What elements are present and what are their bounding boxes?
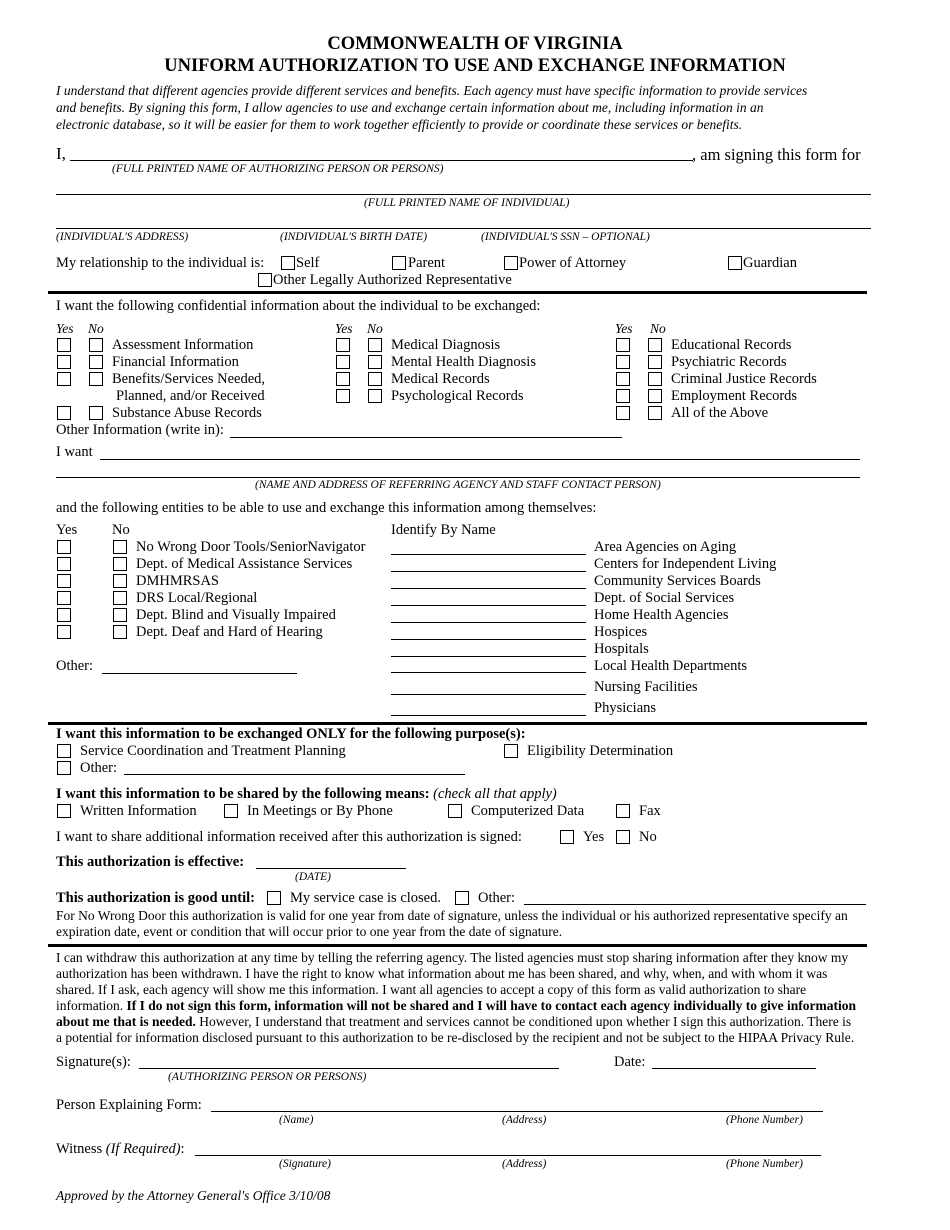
- col1-no-checkbox[interactable]: [89, 338, 103, 352]
- explaining-line[interactable]: [211, 1111, 823, 1112]
- withdraw-line-4: [56, 997, 856, 1014]
- witness-label: Witness: [56, 1141, 103, 1157]
- signature-line[interactable]: [139, 1068, 559, 1069]
- col3-yes-checkbox[interactable]: [616, 338, 630, 352]
- withdraw-line-1: I can withdraw this authorization at any time by telling the referring agency. The listed agencies must stop sharing information after they know my: [56, 950, 849, 965]
- section-divider: [48, 291, 867, 294]
- entity-item: No Wrong Door Tools/SeniorNavigator: [136, 539, 366, 555]
- col1-yes-checkbox[interactable]: [57, 338, 71, 352]
- means-computerized-label: Computerized Data: [471, 803, 585, 819]
- good-until-label: This authorization is good until:: [56, 890, 256, 906]
- individual-name-caption: (FULL PRINTED NAME OF INDIVIDUAL): [364, 197, 570, 209]
- means-heading: I want this information to be shared by the following means:: [56, 786, 430, 802]
- form-title: COMMONWEALTH OF VIRGINIA: [327, 34, 623, 54]
- entity-right-item: Hospitals: [594, 641, 649, 657]
- purpose-other-line[interactable]: [124, 774, 465, 775]
- witness-address-caption: (Address): [502, 1158, 547, 1170]
- entity-item: DMHMRSAS: [136, 573, 219, 589]
- withdraw-line-2: authorization has been withdrawn. I have the right to know what information about me has been shared, and why, when, and with whom it was: [56, 966, 828, 981]
- identify-line[interactable]: [391, 588, 586, 589]
- col3-yes-checkbox[interactable]: [616, 372, 630, 386]
- entity-right-item: Physicians: [594, 700, 657, 716]
- entity-item: DRS Local/Regional: [136, 590, 258, 606]
- withdraw-l5b: However, I understand that treatment and services cannot be conditioned upon whether I sign this authorization. There is: [195, 1014, 852, 1029]
- rel-self-checkbox[interactable]: [281, 256, 295, 270]
- entity-item: Dept. Blind and Visually Impaired: [136, 607, 336, 623]
- entity-right-item: Centers for Independent Living: [594, 556, 777, 572]
- entity-item: Dept. of Medical Assistance Services: [136, 556, 353, 572]
- identify-line[interactable]: [391, 622, 586, 623]
- info-item: Medical Diagnosis: [391, 337, 501, 353]
- means-written-label: Written Information: [80, 803, 197, 819]
- means-meetings-label: In Meetings or By Phone: [247, 803, 393, 819]
- col3-yes-header: Yes: [615, 321, 633, 336]
- rel-poa-label: Power of Attorney: [519, 255, 627, 271]
- col3-no-checkbox[interactable]: [648, 372, 662, 386]
- col3-yes-checkbox[interactable]: [616, 355, 630, 369]
- identify-line[interactable]: [391, 605, 586, 606]
- entity-item: Dept. Deaf and Hard of Hearing: [136, 624, 323, 640]
- referring-agency-line[interactable]: [56, 477, 860, 478]
- identify-line[interactable]: [391, 715, 586, 716]
- entity-right-item: Local Health Departments: [594, 658, 747, 674]
- info-item: Criminal Justice Records: [671, 371, 817, 387]
- i-want-label: I want: [56, 444, 93, 460]
- entity-right-item: Area Agencies on Aging: [594, 539, 737, 555]
- relationship-label: My relationship to the individual is:: [56, 255, 265, 271]
- means-fax-label: Fax: [639, 803, 661, 819]
- info-item: Assessment Information: [112, 337, 254, 353]
- footer-approval: Approved by the Attorney General's Office 3/10/08: [56, 1188, 331, 1203]
- rel-guardian-checkbox[interactable]: [728, 256, 742, 270]
- withdraw-line-3: shared. If I ask, each agency will show me this information. I want all agencies to accept a copy of this form as valid authorization to share: [56, 982, 807, 997]
- entity-no-checkbox[interactable]: [113, 625, 127, 639]
- info-item: Mental Health Diagnosis: [391, 354, 536, 370]
- info-item: Psychiatric Records: [671, 354, 787, 370]
- signature-caption: (AUTHORIZING PERSON OR PERSONS): [168, 1071, 367, 1083]
- effective-label: This authorization is effective:: [56, 854, 245, 870]
- identify-line[interactable]: [391, 656, 586, 657]
- additional-info-label: I want to share additional information received after this authorization is signed:: [56, 829, 522, 845]
- nwd-note-line-2: expiration date, event or condition that will occur prior to one year from the date of signature.: [56, 924, 563, 939]
- entity-no-checkbox[interactable]: [113, 557, 127, 571]
- explaining-label: Person Explaining Form:: [56, 1097, 202, 1113]
- info-item: Psychological Records: [391, 388, 524, 404]
- entity-right-item: Nursing Facilities: [594, 679, 698, 695]
- date-label: Date:: [614, 1054, 646, 1070]
- rel-other-checkbox[interactable]: [258, 273, 272, 287]
- entity-no-checkbox[interactable]: [113, 608, 127, 622]
- entity-right-item: Community Services Boards: [594, 573, 761, 589]
- info-item-cont: Planned, and/or Received: [116, 388, 265, 404]
- entity-right-item: Dept. of Social Services: [594, 590, 735, 606]
- case-closed-label: My service case is closed.: [290, 890, 441, 906]
- entities-other-line[interactable]: [102, 673, 297, 674]
- col1-yes-checkbox[interactable]: [57, 355, 71, 369]
- identify-line[interactable]: [391, 694, 586, 695]
- means-fax-checkbox[interactable]: [616, 804, 630, 818]
- good-until-other-checkbox[interactable]: [455, 891, 469, 905]
- purpose-other-checkbox[interactable]: [57, 761, 71, 775]
- purpose-eligibility-label: Eligibility Determination: [527, 743, 674, 759]
- identify-line[interactable]: [391, 672, 586, 673]
- info-item: Medical Records: [391, 371, 490, 387]
- other-info-line[interactable]: [230, 437, 622, 438]
- authorizing-name-line[interactable]: [70, 160, 693, 161]
- col2-yes-checkbox[interactable]: [336, 389, 350, 403]
- witness-phone-caption: (Phone Number): [726, 1158, 803, 1170]
- i-want-line[interactable]: [100, 459, 860, 460]
- signature-label: Signature(s):: [56, 1054, 131, 1070]
- col2-yes-header: Yes: [335, 321, 353, 336]
- additional-no-label: No: [639, 829, 657, 845]
- witness-if-required: (If Required): [105, 1141, 181, 1157]
- good-until-other-label: Other:: [478, 890, 516, 906]
- identify-header: Identify By Name: [391, 522, 496, 538]
- intro-line-2: and benefits. By signing this form, I allow agencies to use and exchange certain information about me, including information in an: [56, 100, 764, 115]
- means-check-all: (check all that apply): [433, 786, 557, 802]
- entity-no-checkbox[interactable]: [113, 574, 127, 588]
- birth-date-caption: (INDIVIDUAL'S BIRTH DATE): [280, 231, 428, 243]
- col3-no-header: No: [650, 321, 666, 336]
- col2-no-checkbox[interactable]: [368, 355, 382, 369]
- witness-signature-caption: (Signature): [279, 1158, 331, 1170]
- date-line[interactable]: [652, 1068, 816, 1069]
- section-divider: [48, 944, 867, 947]
- additional-no-checkbox[interactable]: [616, 830, 630, 844]
- col3-yes-checkbox[interactable]: [616, 406, 630, 420]
- witness-colon: :: [180, 1141, 185, 1157]
- entity-right-item: Hospices: [594, 624, 648, 640]
- col3-no-checkbox[interactable]: [648, 355, 662, 369]
- intro-line-3: electronic database, so it will be easier for them to work together efficiently to provide or coordinate these services or benefits.: [56, 117, 743, 132]
- col2-no-checkbox[interactable]: [368, 389, 382, 403]
- col2-no-header: No: [367, 321, 383, 336]
- additional-yes-label: Yes: [583, 829, 605, 845]
- purpose-other-label: Other:: [80, 760, 118, 776]
- withdraw-l5a: about me that is needed.: [56, 1014, 196, 1029]
- purpose-service-label: Service Coordination and Treatment Planning: [80, 743, 346, 759]
- entity-yes-checkbox[interactable]: [57, 625, 71, 639]
- ssn-caption: (INDIVIDUAL'S SSN – OPTIONAL): [481, 231, 650, 243]
- info-item: Substance Abuse Records: [112, 405, 262, 421]
- col1-no-checkbox[interactable]: [89, 355, 103, 369]
- means-computerized-checkbox[interactable]: [448, 804, 462, 818]
- individual-name-line[interactable]: [56, 194, 871, 195]
- address-caption: (INDIVIDUAL'S ADDRESS): [56, 231, 189, 243]
- means-heading-row: [56, 786, 557, 803]
- i-prefix: I,: [56, 144, 66, 163]
- witness-label-row: [56, 1141, 185, 1158]
- good-until-other-line[interactable]: [524, 904, 866, 905]
- identify-line[interactable]: [391, 639, 586, 640]
- individual-info-line[interactable]: [56, 228, 871, 229]
- identify-line[interactable]: [391, 554, 586, 555]
- section-divider: [48, 722, 867, 725]
- col1-no-header: No: [88, 321, 104, 336]
- rel-parent-label: Parent: [408, 255, 446, 271]
- withdraw-line-5: [56, 1013, 851, 1030]
- purpose-heading: I want this information to be exchanged ONLY for the following purpose(s):: [56, 726, 526, 742]
- additional-yes-checkbox[interactable]: [560, 830, 574, 844]
- referring-agency-caption: (NAME AND ADDRESS OF REFERRING AGENCY AND STAFF CONTACT PERSON): [255, 479, 661, 491]
- entity-right-item: Home Health Agencies: [594, 607, 729, 623]
- entity-no-checkbox[interactable]: [113, 540, 127, 554]
- authorizing-name-caption: (FULL PRINTED NAME OF AUTHORIZING PERSON OR PERSONS): [112, 163, 444, 175]
- rel-parent-checkbox[interactable]: [392, 256, 406, 270]
- purpose-service-checkbox[interactable]: [57, 744, 71, 758]
- other-info-label: Other Information (write in):: [56, 422, 224, 438]
- col2-no-checkbox[interactable]: [368, 372, 382, 386]
- entities-other-label: Other:: [56, 658, 94, 674]
- col1-yes-checkbox[interactable]: [57, 406, 71, 420]
- col2-no-checkbox[interactable]: [368, 338, 382, 352]
- entity-yes-checkbox[interactable]: [57, 608, 71, 622]
- rel-self-label: Self: [296, 255, 320, 271]
- withdraw-l4a: information.: [56, 998, 127, 1013]
- effective-date-caption: (DATE): [295, 871, 331, 883]
- entity-yes-checkbox[interactable]: [57, 540, 71, 554]
- purpose-eligibility-checkbox[interactable]: [504, 744, 518, 758]
- intro-line-1: I understand that different agencies provide different services and benefits. Each agency must have specific information to provide services: [56, 83, 808, 98]
- col3-no-checkbox[interactable]: [648, 338, 662, 352]
- withdraw-l4b: If I do not sign this form, information will not be shared and I will have to contact each agency individually to give information: [126, 998, 857, 1013]
- col1-yes-header: Yes: [56, 321, 74, 336]
- entity-yes-checkbox[interactable]: [57, 591, 71, 605]
- entities-yes-header: Yes: [56, 522, 78, 538]
- means-written-checkbox[interactable]: [57, 804, 71, 818]
- rel-guardian-label: Guardian: [743, 255, 797, 271]
- entities-no-header: No: [112, 522, 130, 538]
- entity-yes-checkbox[interactable]: [57, 557, 71, 571]
- col3-no-checkbox[interactable]: [648, 406, 662, 420]
- col2-yes-checkbox[interactable]: [336, 372, 350, 386]
- explaining-name-caption: (Name): [279, 1114, 314, 1126]
- rel-poa-checkbox[interactable]: [504, 256, 518, 270]
- col3-yes-checkbox[interactable]: [616, 389, 630, 403]
- effective-date-line[interactable]: [256, 868, 406, 869]
- info-item: Financial Information: [112, 354, 239, 370]
- signing-suffix: , am signing this form for: [692, 145, 861, 164]
- identify-line[interactable]: [391, 571, 586, 572]
- entity-no-checkbox[interactable]: [113, 591, 127, 605]
- form-subtitle: UNIFORM AUTHORIZATION TO USE AND EXCHANGE INFORMATION: [164, 56, 786, 76]
- nwd-note-line-1: For No Wrong Door this authorization is valid for one year from date of signature, unless the individual or his authorized representative specify an: [56, 908, 848, 923]
- col2-yes-checkbox[interactable]: [336, 355, 350, 369]
- info-item: Employment Records: [671, 388, 798, 404]
- explaining-phone-caption: (Phone Number): [726, 1114, 803, 1126]
- explaining-address-caption: (Address): [502, 1114, 547, 1126]
- rel-other-label: Other Legally Authorized Representative: [273, 272, 512, 288]
- info-item: Benefits/Services Needed,: [112, 371, 266, 387]
- col1-yes-checkbox[interactable]: [57, 372, 71, 386]
- witness-line[interactable]: [195, 1155, 821, 1156]
- info-item: All of the Above: [671, 405, 769, 421]
- case-closed-checkbox[interactable]: [267, 891, 281, 905]
- col3-no-checkbox[interactable]: [648, 389, 662, 403]
- col1-no-checkbox[interactable]: [89, 406, 103, 420]
- means-meetings-checkbox[interactable]: [224, 804, 238, 818]
- withdraw-line-6: a potential for information disclosed pursuant to this authorization to be re-disclosed by the recipient and not be subject to the HIPAA Privacy Rule.: [56, 1030, 855, 1045]
- info-item: Educational Records: [671, 337, 792, 353]
- entities-prompt: and the following entities to be able to use and exchange this information among themselves:: [56, 500, 597, 516]
- col2-yes-checkbox[interactable]: [336, 338, 350, 352]
- info-prompt: I want the following confidential information about the individual to be exchanged:: [56, 298, 541, 314]
- col1-no-checkbox[interactable]: [89, 372, 103, 386]
- entity-yes-checkbox[interactable]: [57, 574, 71, 588]
